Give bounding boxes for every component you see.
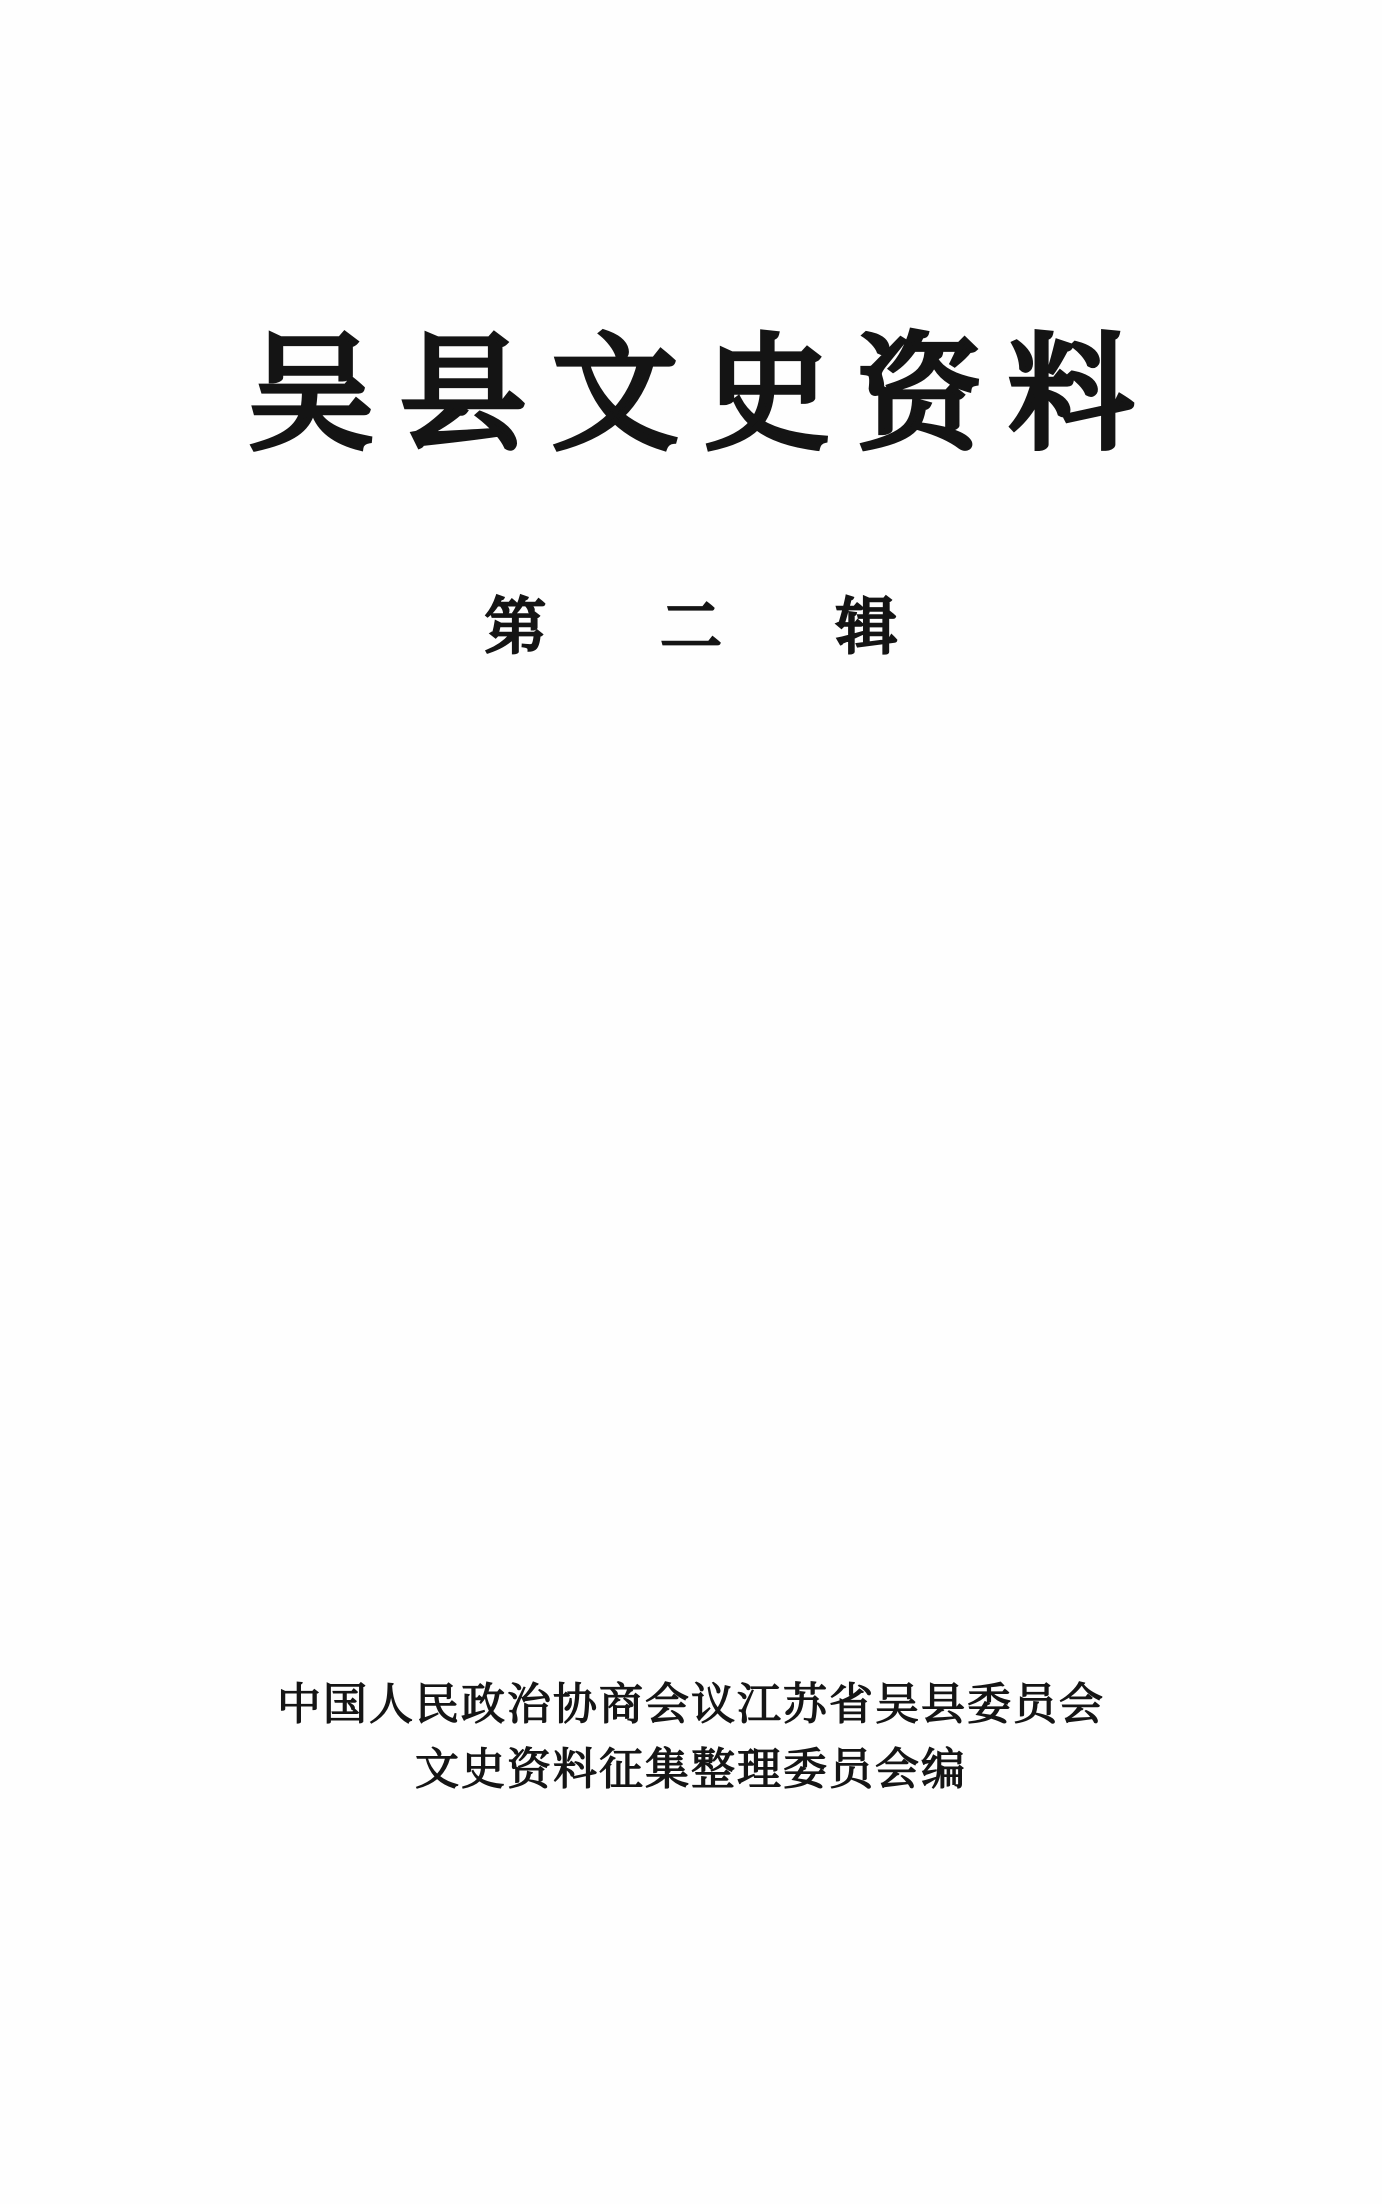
publisher-block — [0, 1672, 1382, 1802]
publisher-committee: 文史资料征集整理委员会编 — [415, 1744, 967, 1796]
publisher-organization: 中国人民政治协商会议江苏省吴县委员会 — [277, 1679, 1105, 1730]
page-title: 吴县文史资料 — [248, 320, 1160, 468]
volume-subtitle: 第 二 辑 — [484, 590, 944, 663]
